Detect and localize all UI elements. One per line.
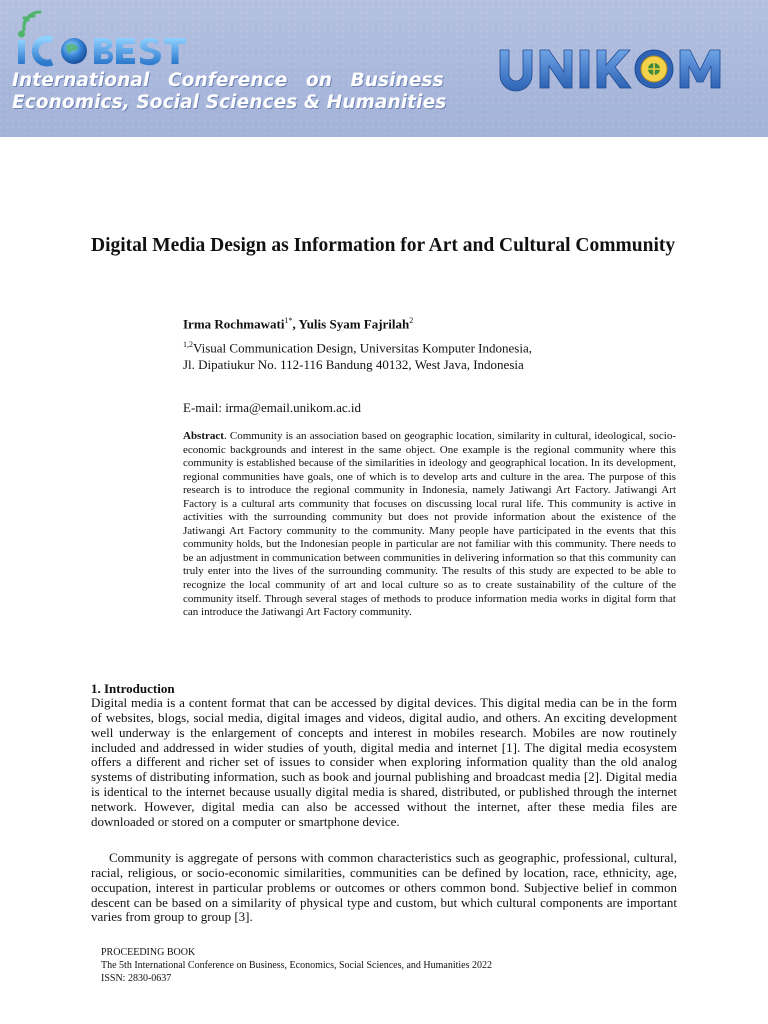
introduction-paragraph-2: Community is aggregate of persons with common characteristics such as geographic, professional, cultural, racial, religious, or socio-economic similarities, communities can be defined by location, race, ethnicity, age, occupation, interest in particular problems or outcomes or others common bond. Subjective belief in common descent can be based on a similarity of physical type and custom, but which cultural components are important varies from group to group [3]. xyxy=(91,850,677,925)
author-separator: , xyxy=(292,316,299,332)
abstract xyxy=(183,430,676,620)
author-email: E-mail: irma@email.unikom.ac.id xyxy=(183,400,362,415)
proceeding-footer xyxy=(101,946,492,985)
author-1-sup: 1* xyxy=(284,316,293,325)
unikom-emblem-icon xyxy=(635,50,673,88)
author-1: Irma Rochmawati xyxy=(183,316,285,332)
footer-issn: ISSN: 2830-0637 xyxy=(101,973,172,984)
paper-title: Digital Media Design as Information for Art and Cultural Community xyxy=(91,235,676,256)
conference-banner xyxy=(0,0,768,137)
affiliation-sup: 1,2 xyxy=(183,340,193,349)
abstract-text: . Community is an association based on geographic location, similarity in cultural, ideological, socio-economic backgrounds and interest in the same object. One example is the regional community where this community is established because of the similarities in ideology and geographical location. In its development, regional communities have goals, one of which is to develop arts and culture in the area. The purpose of this research is to introduce the regional community in Indonesia, namely Jatiwangi Art Factory. Jatiwangi Art Factory is a cultural arts community that focuses on discussing local rural life. This community is active in activities with the surrounding community but does not provide information about the existence of the Jatiwangi Art Factory community to the community. Many people have participated in the events that this community holds, but the Indonesian people in particular are not familiar with this community. There needs to be an adjustment in communication between communities in delivering information so that this community can truly enter into the lives of the surrounding community. The results of this study are expected to be able to recognize the local community of art and local culture so as to create sustainability of the culture of the community itself. Through several stages of methods to produce information media works in digital form that can introduce the Jatiwangi Art Factory community. xyxy=(183,430,676,619)
footer-line2: The 5th International Conference on Business, Economics, Social Sciences, and Humanities 2022 xyxy=(101,960,493,971)
affiliation xyxy=(183,337,532,373)
globe-icon xyxy=(61,38,87,64)
conference-name-line2: Economics, Social Sciences & Humanities xyxy=(12,92,447,113)
abstract-label: Abstract xyxy=(183,430,224,442)
footer-line1: PROCEEDING BOOK xyxy=(101,947,196,958)
icobest-logo xyxy=(12,10,212,72)
introduction-paragraph-1: Digital media is a content format that can be accessed by digital devices. This digital media can be in the form of websites, blogs, social media, digital images and videos, digital audio, and others. An exciting development well underway is the enlargement of concepts and interest in mobiles research. Mobiles are now routinely included and addressed in wider studies of youth, digital media and internet [1]. The digital media ecosystem offers a different and richer set of issues to consider when exploring information quality than the old analog systems of distributing information, such as book and journal publishing and broadcast media [2]. Digital media is identical to the internet because usually digital media is shared, distributed, or published through the internet network. However, digital media can also be accessed without the internet, after these media files are downloaded or stored on a computer or smartphone device. xyxy=(91,695,677,829)
author-2-sup: 2 xyxy=(409,316,414,325)
wifi-icon xyxy=(24,12,40,30)
section-heading-introduction: 1. Introduction xyxy=(91,681,175,696)
unikom-logo xyxy=(496,44,756,92)
author-2: Yulis Syam Fajrilah xyxy=(298,316,410,332)
affiliation-line2: Jl. Dipatiukur No. 112-116 Bandung 40132, West Java, Indonesia xyxy=(183,356,524,372)
conference-name-line1: International Conference on Business xyxy=(12,70,444,91)
affiliation-line1: Visual Communication Design, Universitas Komputer Indonesia, xyxy=(193,340,532,356)
authors xyxy=(183,316,413,332)
